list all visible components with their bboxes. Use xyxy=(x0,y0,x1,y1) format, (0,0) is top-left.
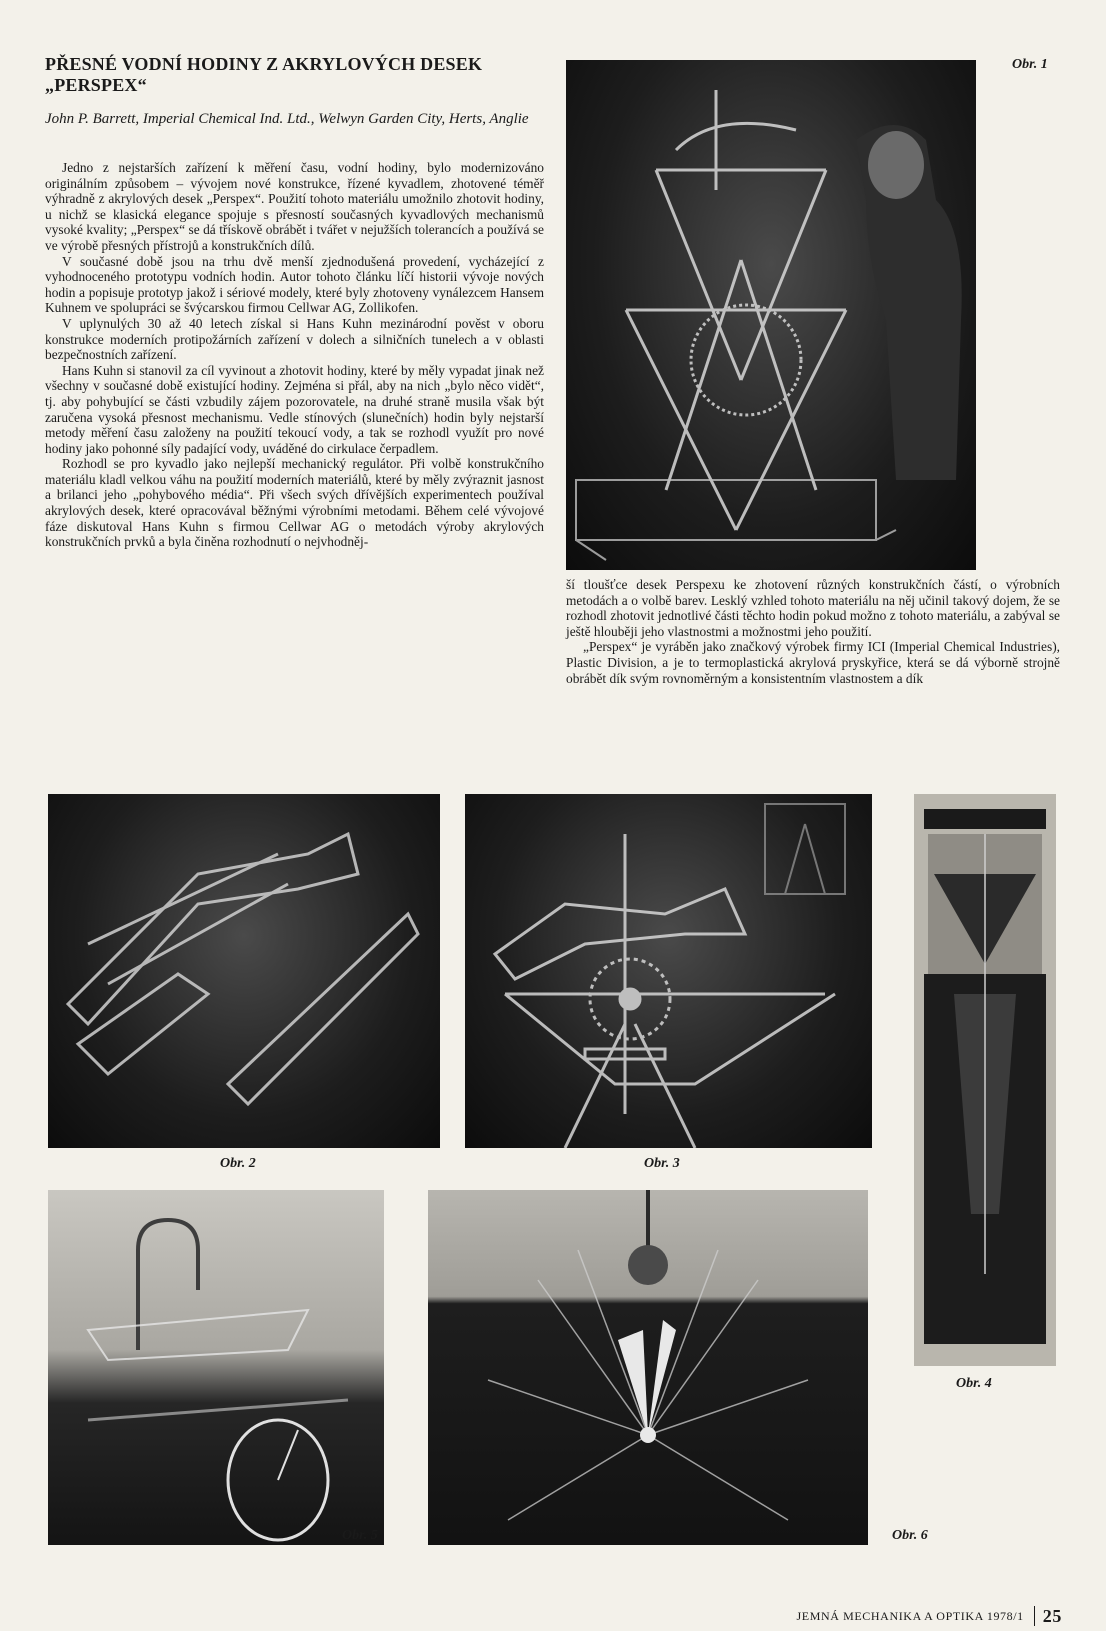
figure-4-caption: Obr. 4 xyxy=(956,1376,992,1391)
body-column-1 xyxy=(45,160,544,550)
page-footer xyxy=(797,1606,1063,1626)
figure-6-caption: Obr. 6 xyxy=(892,1528,928,1543)
paragraph: V uplynulých 30 až 40 letech získal si Hans Kuhn mezinárodní pověst v oboru konstrukce moderních protipožárních zařízení v dolech a silničních tunelech a v oblasti bezpečnostních zařízení. xyxy=(45,315,544,363)
article-author: John P. Barrett, Imperial Chemical Ind. Ltd., Welwyn Garden City, Herts, Anglie xyxy=(45,111,529,127)
journal-name: JEMNÁ MECHANIKA A OPTIKA 1978/1 xyxy=(796,1608,1024,1623)
figure-4-photo xyxy=(914,794,1056,1366)
figure-5-caption: Obr. 5 xyxy=(342,1528,378,1543)
figure-2-photo xyxy=(48,794,440,1148)
figure-3-caption: Obr. 3 xyxy=(644,1156,680,1171)
paragraph: ší tloušťce desek Perspexu ke zhotovení různých konstrukčních částí, o výrobních metodách a o volbě barev. Lesklý vzhled tohoto materiálu na něj učinil takový dojem, že se rozhodl zhotovit jednotlivé části těchto hodin pokud možno z tohoto materiálu, a zabýval se ještě hlouběji jeho vlastnostmi a možnostmi jeho použití. xyxy=(566,577,1060,639)
figure-5-photo xyxy=(48,1190,384,1545)
page-number: 25 xyxy=(1034,1606,1062,1626)
body-column-2 xyxy=(566,577,1060,686)
article-title-line1: PŘESNÉ VODNÍ HODINY Z AKRYLOVÝCH DESEK xyxy=(45,54,483,74)
article-title xyxy=(45,54,565,96)
paragraph: V současné době jsou na trhu dvě menší zjednodušená provedení, vycházející z vyhodnoceného prototypu vodních hodin. Autor tohoto článku líčí historii vývoje nových hodin a popisuje prototyp jakož i sériové modely, které byly zhotoveny vynálezcem Hansem Kuhnem ve spolupráci se švýcarskou firmou Cellwar AG, Zollikofen. xyxy=(45,253,544,316)
paragraph: Rozhodl se pro kyvadlo jako nejlepší mechanický regulátor. Při volbě konstrukčního materiálu kladl velkou váhu na použití moderních materiálů, které by měly zvýraznit jasnost a brilanci jeho „pohybového média“. Při všech svých dřívějších experimentech používal akrylových desek, které opracovával běžnými výrobními metodami. Během celé vývojové fáze diskutoval Hans Kuhn s firmou Cellwar AG o metodách výroby akrylových konstrukčních prvků a byla činěna rozhodnutí o nejvhodněj- xyxy=(45,456,544,550)
article-title-line2: „PERSPEX“ xyxy=(45,75,147,95)
paragraph: Jedno z nejstarších zařízení k měření času, vodní hodiny, bylo modernizováno originálním způsobem – vývojem nové konstrukce, řízené kyvadlem, zhotovené téměř výhradně z akrylových desek „Perspex“. Použití tohoto materiálu umožnilo zhotovit hodiny, u nichž se klasická elegance spojuje s přesností současných kyvadlových mechanismů vysoké kvality; „Perspex“ se dá třískově obrábět i tvářet v nejužších tolerancích a používá se ve výrobě přesných přístrojů a konstrukčních dílů. xyxy=(45,160,544,253)
figure-1-caption: Obr. 1 xyxy=(1012,57,1048,72)
figure-3-photo xyxy=(465,794,872,1148)
figure-6-photo xyxy=(428,1190,868,1545)
paragraph: Hans Kuhn si stanovil za cíl vyvinout a zhotovit hodiny, které by měly vypadat jinak než všechny v současné době existující hodiny. Zejména si přál, aby na nich „bylo něco vidět“, tj. aby pohybující se části vzbudily zájem pozorovatele, na druhé straně musila však být zaručena vysoká přesnost mechanismu. Vedle stínových (slunečních) hodin byly nejstarší metody měření času založeny na použití tekoucí vody, a tak se rozhodl využít pro nové hodiny jako pohonné síly padající vody, uváděné do cirkulace čerpadlem. xyxy=(45,362,544,456)
paragraph: „Perspex“ je vyráběn jako značkový výrobek firmy ICI (Imperial Chemical Industries), Plastic Division, a je to termoplastická akrylová pryskyřice, která se dá výborně strojně obrábět dík svým rovnoměrným a konsistentním vlastnostem a dík xyxy=(566,639,1060,686)
figure-1-photo xyxy=(566,60,976,570)
figure-2-caption: Obr. 2 xyxy=(220,1156,256,1171)
